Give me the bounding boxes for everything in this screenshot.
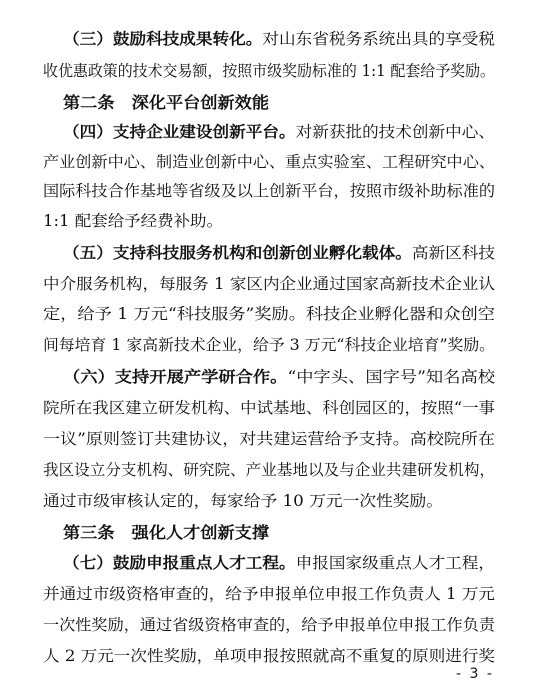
clause-text: 我区设立分支机构、研究院、产业基地以及与企业共建研发机构，	[43, 461, 495, 479]
clause-text: 对新获批的技术创新中心、	[295, 123, 495, 141]
text-line	[43, 424, 495, 454]
text-line	[43, 393, 495, 423]
text-line	[43, 56, 512, 86]
text-line	[63, 548, 495, 578]
text-line	[63, 238, 495, 268]
text-line	[63, 117, 495, 147]
clause-title: （七）鼓励申报重点人才工程。	[63, 553, 296, 572]
text-line	[43, 641, 495, 671]
text-line	[63, 88, 269, 118]
clause-text: 人 2 万元一次性奖励，单项申报按照就高不重复的原则进行奖	[43, 647, 495, 665]
text-line	[43, 330, 496, 360]
section-heading: 第三条 强化人才创新支撑	[63, 523, 269, 542]
text-line	[43, 579, 495, 609]
clause-text: 高新区科技	[411, 244, 495, 262]
clause-text: 间每培育 1 家高新技术企业，给予 3 万元“科技企业培育”奖励。	[43, 336, 496, 354]
clause-text: 定，给予 1 万元“科技服务”奖励。科技企业孵化器和众创空	[43, 305, 495, 323]
clause-text: 国际科技合作基地等省级及以上创新平台，按照市级补助标准的	[43, 182, 495, 200]
clause-text: 产业创新中心、制造业创新中心、重点实验室、工程研究中心、	[43, 153, 495, 171]
section-heading: 第二条 深化平台创新效能	[63, 93, 269, 112]
clause-text: “中字头、国字号”知名高校	[287, 368, 495, 386]
text-line	[43, 269, 495, 299]
clause-text: 中介服务机构，每服务 1 家区内企业通过国家高新技术企业认	[43, 275, 495, 293]
text-line	[63, 518, 269, 548]
text-line	[43, 455, 493, 485]
clause-title: （六）支持开展产学研合作。	[63, 367, 288, 386]
clause-text: 1:1 配套给予经费补助。	[43, 212, 223, 230]
clause-text: 通过市级审核认定的，每家给予 10 万元一次性奖励。	[43, 492, 443, 510]
clause-title: （三）鼓励科技成果转化。	[63, 29, 263, 48]
clause-text: 并通过市级资格审查的，给予申报单位申报工作负责人 1 万元	[43, 585, 495, 603]
page-number: - 3 -	[456, 666, 494, 682]
clause-text: 对山东省税务系统出具的享受税	[262, 30, 495, 48]
text-line	[63, 24, 495, 54]
clause-text: 申报国家级重点人才工程，	[295, 554, 495, 572]
text-line	[43, 610, 495, 640]
text-line	[43, 486, 443, 516]
text-line	[43, 176, 495, 206]
clause-title: （四）支持企业建设创新平台。	[63, 122, 296, 141]
clause-text: 一议”原则签订共建协议，对共建运营给予支持。高校院所在	[43, 430, 495, 448]
clause-text: 院所在我区建立研发机构、中试基地、科创园区的，按照“一事	[43, 399, 495, 417]
text-line	[63, 362, 495, 392]
clause-text: 收优惠政策的技术交易额，按照市级奖励标准的 1:1 配套给予奖励。	[43, 62, 495, 80]
text-line	[43, 147, 495, 177]
text-line	[43, 206, 223, 236]
clause-text: 一次性奖励，通过省级资格审查的，给予申报单位申报工作负责	[43, 616, 495, 634]
clause-title: （五）支持科技服务机构和创新创业孵化载体。	[63, 243, 412, 262]
text-line	[43, 299, 495, 329]
